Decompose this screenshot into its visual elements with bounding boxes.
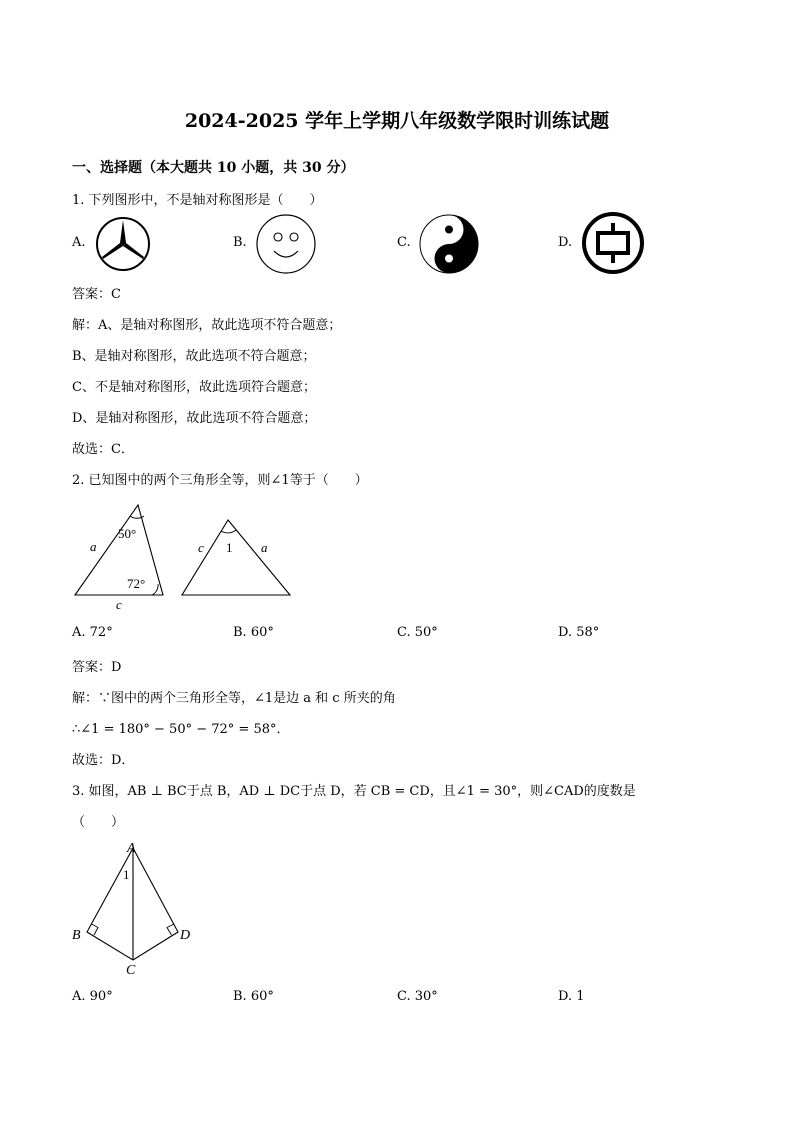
side-label-a: a [261, 540, 268, 555]
q2-option-a: A. 72° [72, 625, 113, 640]
point-label-c: C [126, 963, 136, 978]
q3-option-d: D. 1 [558, 989, 585, 1004]
angle-label-72: 72° [127, 576, 146, 591]
q2-explanation-line: 解：∵图中的两个三角形全等，∠1是边 a 和 c 所夹的角 [72, 691, 396, 706]
q3-stem: 3. 如图，AB ⊥ BC于点 B，AD ⊥ DC于点 D，若 CB = CD，且∠1 = 30°，则∠CAD的度数是 [72, 784, 636, 799]
q1-explanation-line: 故选：C． [72, 442, 134, 457]
q1-explanation-line: B、是轴对称图形，故此选项不符合题意； [72, 349, 316, 364]
q3-stem-continued: （ ） [72, 815, 125, 830]
q1-answer: 答案：C [72, 287, 121, 302]
q2-explanation-line: 故选：D． [72, 753, 135, 768]
q1-explanation-line: 解：A、是轴对称图形，故此选项不符合题意； [72, 318, 342, 333]
q1-explanation-line: D、是轴对称图形，故此选项不符合题意； [72, 411, 317, 426]
q3-option-a: A. 90° [72, 989, 113, 1004]
angle-label-1: 1 [123, 867, 130, 882]
point-label-b: B [72, 928, 81, 943]
section-heading: 一、选择题（本大题共 10 小题，共 30 分） [72, 160, 355, 176]
smiley-face-icon [255, 213, 317, 275]
q1-option-b-label: B. [233, 235, 247, 250]
page-title: 2024-2025 学年上学期八年级数学限时训练试题 [184, 110, 610, 132]
point-label-d: D [180, 928, 191, 943]
q2-option-b: B. 60° [233, 625, 274, 640]
angle-label-50: 50° [118, 526, 137, 541]
point-label-a: A [127, 841, 136, 856]
q2-stem: 2. 已知图中的两个三角形全等，则∠1等于（ ） [72, 473, 368, 488]
yin-yang-icon [418, 213, 480, 275]
side-label-c: c [116, 597, 122, 612]
mercedes-logo-icon [94, 215, 152, 273]
q2-explanation-line: ∴∠1 = 180° − 50° − 72° = 58°． [72, 722, 290, 737]
q2-option-d: D. 58° [558, 625, 600, 640]
side-label-c: c [198, 540, 204, 555]
q1-option-c-label: C. [397, 235, 411, 250]
q1-option-d-label: D. [558, 235, 573, 250]
left-triangle [75, 505, 163, 612]
q2-triangles-figure [68, 500, 308, 612]
q3-kite-figure [68, 836, 208, 980]
q2-option-c: C. 50° [397, 625, 438, 640]
q1-option-a-label: A. [72, 235, 86, 250]
coin-square-hole-icon [581, 211, 645, 275]
side-label-a: a [90, 539, 97, 554]
q3-option-b: B. 60° [233, 989, 274, 1004]
q1-stem: 1. 下列图形中，不是轴对称图形是（ ） [72, 193, 323, 208]
right-triangle [182, 520, 290, 595]
q3-option-c: C. 30° [397, 989, 438, 1004]
q2-answer: 答案：D [72, 660, 122, 675]
angle-label-1: 1 [226, 540, 233, 555]
q1-explanation-line: C、不是轴对称图形，故此选项符合题意； [72, 380, 316, 395]
